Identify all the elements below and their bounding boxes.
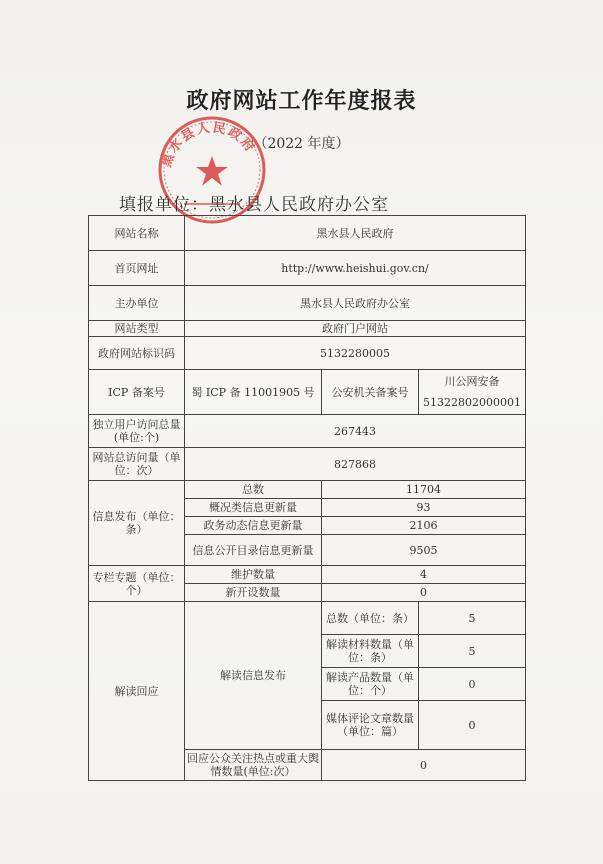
interp-media-label: 媒体评论文章数量（单位：篇） <box>322 701 419 750</box>
police-value <box>419 370 526 415</box>
column-maintain-label: 维护数量 <box>185 566 322 584</box>
interp-product-label: 解读产品数量（单位：个） <box>322 668 419 701</box>
interp-material-value: 5 <box>419 635 526 668</box>
site-type-label: 网站类型 <box>89 321 185 337</box>
home-url-label: 首页网址 <box>89 251 185 286</box>
star-icon <box>196 156 228 186</box>
police-label: 公安机关备案号 <box>322 370 419 415</box>
interp-media-value: 0 <box>419 701 526 750</box>
interp-material-label: 解读材料数量（单位：条） <box>322 635 419 668</box>
filler-unit: 填报单位：黑水县人民政府办公室 <box>119 195 389 215</box>
column-label: 专栏专题（单位：个） <box>89 566 185 602</box>
info-news-label: 政务动态信息更新量 <box>185 517 322 535</box>
pv-label: 网站总访问量（单位：次） <box>89 448 185 481</box>
info-news-value: 2106 <box>322 517 526 535</box>
interp-label: 解读回应 <box>89 602 185 781</box>
info-label: 信息发布（单位：条） <box>89 481 185 566</box>
sponsor-label: 主办单位 <box>89 286 185 321</box>
info-total-label: 总数 <box>185 481 322 499</box>
interp-total-label: 总数（单位：条） <box>322 602 419 635</box>
icp-label: ICP 备案号 <box>89 370 185 415</box>
info-total-value: 11704 <box>322 481 526 499</box>
info-overview-label: 概况类信息更新量 <box>185 499 322 517</box>
interp-hotspot-label: 回应公众关注热点或重大舆情数量(单位:次） <box>185 750 322 781</box>
site-id-label: 政府网站标识码 <box>89 337 185 370</box>
site-id-value: 5132280005 <box>185 337 526 370</box>
site-type-value: 政府门户网站 <box>185 321 526 337</box>
uv-label: 独立用户访问总量(单位:个) <box>89 415 185 448</box>
report-year: （2022 年度） <box>253 136 350 152</box>
site-name-label: 网站名称 <box>89 216 185 251</box>
uv-value: 267443 <box>185 415 526 448</box>
column-new-label: 新开设数量 <box>185 584 322 602</box>
info-catalog-label: 信息公开目录信息更新量 <box>185 535 322 566</box>
interp-hotspot-value: 0 <box>322 750 526 781</box>
home-url-value: http://www.heishui.gov.cn/ <box>185 251 526 286</box>
info-catalog-value: 9505 <box>322 535 526 566</box>
report-title: 政府网站工作年度报表 <box>186 88 417 114</box>
column-maintain-value: 4 <box>322 566 526 584</box>
pv-value: 827868 <box>185 448 526 481</box>
column-new-value: 0 <box>322 584 526 602</box>
police-value-line1: 川公网安备 <box>444 375 500 388</box>
interp-product-value: 0 <box>419 668 526 701</box>
info-overview-value: 93 <box>322 499 526 517</box>
police-value-line2: 51322802000001 <box>423 396 521 409</box>
report-table <box>88 215 526 781</box>
seal-text: 黑水县人民政府 <box>159 120 259 170</box>
icp-value: 蜀 ICP 备 11001905 号 <box>185 370 322 415</box>
interp-total-value: 5 <box>419 602 526 635</box>
sponsor-value: 黑水县人民政府办公室 <box>185 286 526 321</box>
site-name-value: 黑水县人民政府 <box>185 216 526 251</box>
interp-pub-label: 解读信息发布 <box>185 602 322 750</box>
